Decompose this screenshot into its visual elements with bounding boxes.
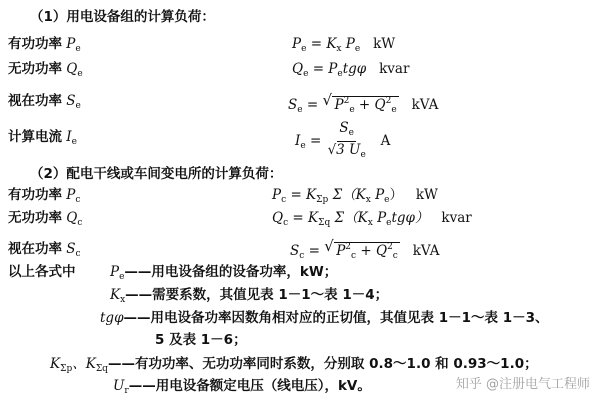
formula1-eq-reactive: $Q_e = P_etg\varphi$ kvar	[292, 61, 410, 79]
legend-item-tgphi-cont: 5 及表 1－6；	[155, 332, 247, 348]
legend-intro: 以上各式中	[8, 264, 76, 280]
legend-item-tgphi: tgφ——用电设备功率因数角相对应的正切值，其值见表 1－1～表 1－3、	[100, 310, 549, 326]
legend-item-ur: $U_r——$用电设备额定电压（线电压），kV。	[113, 378, 371, 396]
legend-item-kx: $K_x——$需要系数，其值见表 1－1～表 1－4；	[110, 287, 389, 305]
legend-item-pe: $P_e——$用电设备组的设备功率，kW；	[110, 264, 338, 282]
formula1-label-current: 计算电流 $I_e$	[8, 129, 77, 147]
legend-item-ksum: $K_{\Sigma p}$、$K_{\Sigma q}——$有功功率、无功功率同时系数，分别取 0.8～1.0 和 0.93～1.0；	[50, 356, 538, 374]
formula1-eq-active: $P_e = K_x$ $P_e$ kW	[292, 36, 396, 54]
watermark-text: 知乎 @注册电气工程师	[455, 377, 590, 392]
formula1-label-apparent: 视在功率 $S_e$	[8, 93, 81, 111]
section2-title: （2）配电干线或车间变电所的计算负荷：	[30, 166, 283, 182]
formula1-label-active: 有功功率 $P_e$	[8, 36, 81, 54]
formula2-label-apparent: 视在功率 $S_c$	[8, 241, 81, 259]
formula2-eq-active: $P_c = K_{\Sigma p}$ $\Sigma(K_x$ $P_e$） kW	[272, 187, 438, 205]
formula2-label-reactive: 无功功率 $Q_c$	[8, 210, 83, 228]
formula1-label-reactive: 无功功率 $Q_e$	[8, 61, 83, 79]
formula1-eq-current: $I_e$ = $\frac{S_e}{√3 U_e}$ A	[295, 120, 391, 160]
formula2-eq-reactive: $Q_c = K_{\Sigma q}$ $\Sigma(K_x$ $P_etg\varphi$） kvar	[272, 210, 472, 228]
formula1-eq-apparent: $S_e$ = √ $P^2_e + Q^2_e$ kVA	[288, 92, 438, 119]
section1-title: （1）用电设备组的计算负荷：	[30, 9, 215, 25]
formula2-eq-apparent: $S_c$ = √ $P^2_c + Q^2_c$ kVA	[290, 238, 439, 265]
formula2-label-active: 有功功率 $P_c$	[8, 187, 81, 205]
